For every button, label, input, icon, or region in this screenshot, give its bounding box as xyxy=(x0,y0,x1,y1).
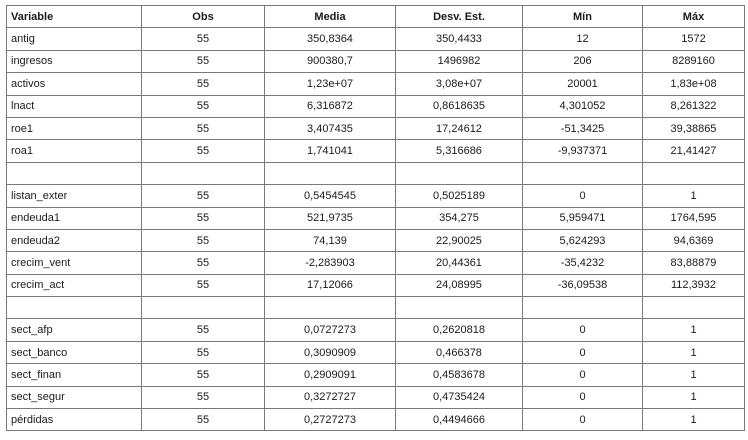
cell-obs: 55 xyxy=(142,207,265,229)
cell-min xyxy=(523,162,643,184)
cell-obs: 55 xyxy=(142,95,265,117)
cell-min: 20001 xyxy=(523,73,643,95)
cell-min: 5,959471 xyxy=(523,207,643,229)
cell-max: 1,83e+08 xyxy=(643,73,745,95)
cell-media: 6,316872 xyxy=(265,95,396,117)
cell-media: 0,2727273 xyxy=(265,409,396,431)
header-obs: Obs xyxy=(142,6,265,28)
cell-desv-est: 24,08995 xyxy=(396,274,523,296)
cell-variable: pérdidas xyxy=(7,409,142,431)
cell-variable xyxy=(7,162,142,184)
cell-obs: 55 xyxy=(142,274,265,296)
cell-obs: 55 xyxy=(142,73,265,95)
cell-media: 900380,7 xyxy=(265,50,396,72)
cell-media: -2,283903 xyxy=(265,252,396,274)
cell-max: 112,3932 xyxy=(643,274,745,296)
cell-media xyxy=(265,162,396,184)
table-header-row xyxy=(7,6,745,28)
cell-media: 3,407435 xyxy=(265,117,396,139)
cell-media: 17,12066 xyxy=(265,274,396,296)
statistics-table-container xyxy=(6,5,745,431)
cell-variable: endeuda1 xyxy=(7,207,142,229)
header-media: Media xyxy=(265,6,396,28)
cell-variable: listan_exter xyxy=(7,185,142,207)
cell-desv-est: 1496982 xyxy=(396,50,523,72)
cell-media xyxy=(265,297,396,319)
table-row xyxy=(7,73,745,95)
cell-max xyxy=(643,297,745,319)
cell-desv-est: 20,44361 xyxy=(396,252,523,274)
cell-min: 12 xyxy=(523,28,643,50)
cell-obs: 55 xyxy=(142,409,265,431)
cell-min: -35,4232 xyxy=(523,252,643,274)
cell-max: 1 xyxy=(643,185,745,207)
table-row xyxy=(7,319,745,341)
cell-max: 8289160 xyxy=(643,50,745,72)
cell-min: -36,09538 xyxy=(523,274,643,296)
table-row xyxy=(7,409,745,431)
cell-variable: sect_finan xyxy=(7,364,142,386)
cell-desv-est: 17,24612 xyxy=(396,117,523,139)
cell-obs: 55 xyxy=(142,341,265,363)
cell-min: -9,937371 xyxy=(523,140,643,162)
cell-media: 0,2909091 xyxy=(265,364,396,386)
cell-variable: crecim_vent xyxy=(7,252,142,274)
table-row xyxy=(7,185,745,207)
cell-desv-est: 0,2620818 xyxy=(396,319,523,341)
cell-variable: sect_afp xyxy=(7,319,142,341)
cell-min: 0 xyxy=(523,319,643,341)
cell-media: 521,9735 xyxy=(265,207,396,229)
cell-media: 350,8364 xyxy=(265,28,396,50)
cell-obs: 55 xyxy=(142,364,265,386)
cell-media: 74,139 xyxy=(265,229,396,251)
cell-desv-est: 22,90025 xyxy=(396,229,523,251)
cell-variable: sect_banco xyxy=(7,341,142,363)
cell-max xyxy=(643,162,745,184)
cell-obs xyxy=(142,297,265,319)
cell-obs: 55 xyxy=(142,28,265,50)
table-row xyxy=(7,386,745,408)
cell-media: 1,741041 xyxy=(265,140,396,162)
cell-desv-est xyxy=(396,297,523,319)
cell-desv-est xyxy=(396,162,523,184)
table-row xyxy=(7,341,745,363)
cell-desv-est: 0,4583678 xyxy=(396,364,523,386)
cell-media: 0,0727273 xyxy=(265,319,396,341)
cell-media: 0,3272727 xyxy=(265,386,396,408)
cell-min xyxy=(523,297,643,319)
cell-min: 0 xyxy=(523,386,643,408)
cell-max: 83,88879 xyxy=(643,252,745,274)
cell-max: 1 xyxy=(643,319,745,341)
cell-variable: lnact xyxy=(7,95,142,117)
cell-variable: sect_segur xyxy=(7,386,142,408)
cell-min: -51,3425 xyxy=(523,117,643,139)
table-row xyxy=(7,140,745,162)
cell-variable: antig xyxy=(7,28,142,50)
table-row xyxy=(7,364,745,386)
table-row xyxy=(7,28,745,50)
table-body xyxy=(7,28,745,431)
cell-desv-est: 5,316686 xyxy=(396,140,523,162)
cell-desv-est: 350,4433 xyxy=(396,28,523,50)
cell-obs: 55 xyxy=(142,386,265,408)
cell-max: 1572 xyxy=(643,28,745,50)
cell-desv-est: 3,08e+07 xyxy=(396,73,523,95)
table-row xyxy=(7,50,745,72)
cell-variable: roa1 xyxy=(7,140,142,162)
cell-obs: 55 xyxy=(142,319,265,341)
table-spacer-row xyxy=(7,162,745,184)
cell-min: 5,624293 xyxy=(523,229,643,251)
header-max: Máx xyxy=(643,6,745,28)
cell-variable: endeuda2 xyxy=(7,229,142,251)
cell-media: 0,3090909 xyxy=(265,341,396,363)
cell-max: 39,38865 xyxy=(643,117,745,139)
cell-desv-est: 0,5025189 xyxy=(396,185,523,207)
cell-max: 1 xyxy=(643,386,745,408)
cell-min: 0 xyxy=(523,364,643,386)
header-desv-est: Desv. Est. xyxy=(396,6,523,28)
cell-max: 94,6369 xyxy=(643,229,745,251)
cell-desv-est: 0,4735424 xyxy=(396,386,523,408)
cell-min: 4,301052 xyxy=(523,95,643,117)
table-row xyxy=(7,95,745,117)
table-row xyxy=(7,117,745,139)
cell-obs: 55 xyxy=(142,252,265,274)
table-row xyxy=(7,274,745,296)
cell-obs: 55 xyxy=(142,185,265,207)
cell-min: 0 xyxy=(523,185,643,207)
table-row xyxy=(7,252,745,274)
header-variable: Variable xyxy=(7,6,142,28)
cell-max: 1764,595 xyxy=(643,207,745,229)
cell-min: 0 xyxy=(523,409,643,431)
table-spacer-row xyxy=(7,297,745,319)
cell-desv-est: 0,466378 xyxy=(396,341,523,363)
cell-max: 1 xyxy=(643,341,745,363)
cell-obs: 55 xyxy=(142,229,265,251)
cell-obs: 55 xyxy=(142,140,265,162)
table-row xyxy=(7,229,745,251)
cell-min: 206 xyxy=(523,50,643,72)
cell-max: 8,261322 xyxy=(643,95,745,117)
cell-min: 0 xyxy=(523,341,643,363)
table-row xyxy=(7,207,745,229)
cell-max: 1 xyxy=(643,364,745,386)
cell-variable: activos xyxy=(7,73,142,95)
cell-desv-est: 0,8618635 xyxy=(396,95,523,117)
cell-media: 0,5454545 xyxy=(265,185,396,207)
cell-variable xyxy=(7,297,142,319)
descriptive-statistics-table xyxy=(6,5,745,431)
header-min: Mín xyxy=(523,6,643,28)
cell-obs: 55 xyxy=(142,50,265,72)
cell-desv-est: 354,275 xyxy=(396,207,523,229)
cell-max: 1 xyxy=(643,409,745,431)
cell-obs: 55 xyxy=(142,117,265,139)
cell-desv-est: 0,4494666 xyxy=(396,409,523,431)
cell-max: 21,41427 xyxy=(643,140,745,162)
cell-variable: roe1 xyxy=(7,117,142,139)
cell-media: 1,23e+07 xyxy=(265,73,396,95)
cell-obs xyxy=(142,162,265,184)
cell-variable: crecim_act xyxy=(7,274,142,296)
cell-variable: ingresos xyxy=(7,50,142,72)
